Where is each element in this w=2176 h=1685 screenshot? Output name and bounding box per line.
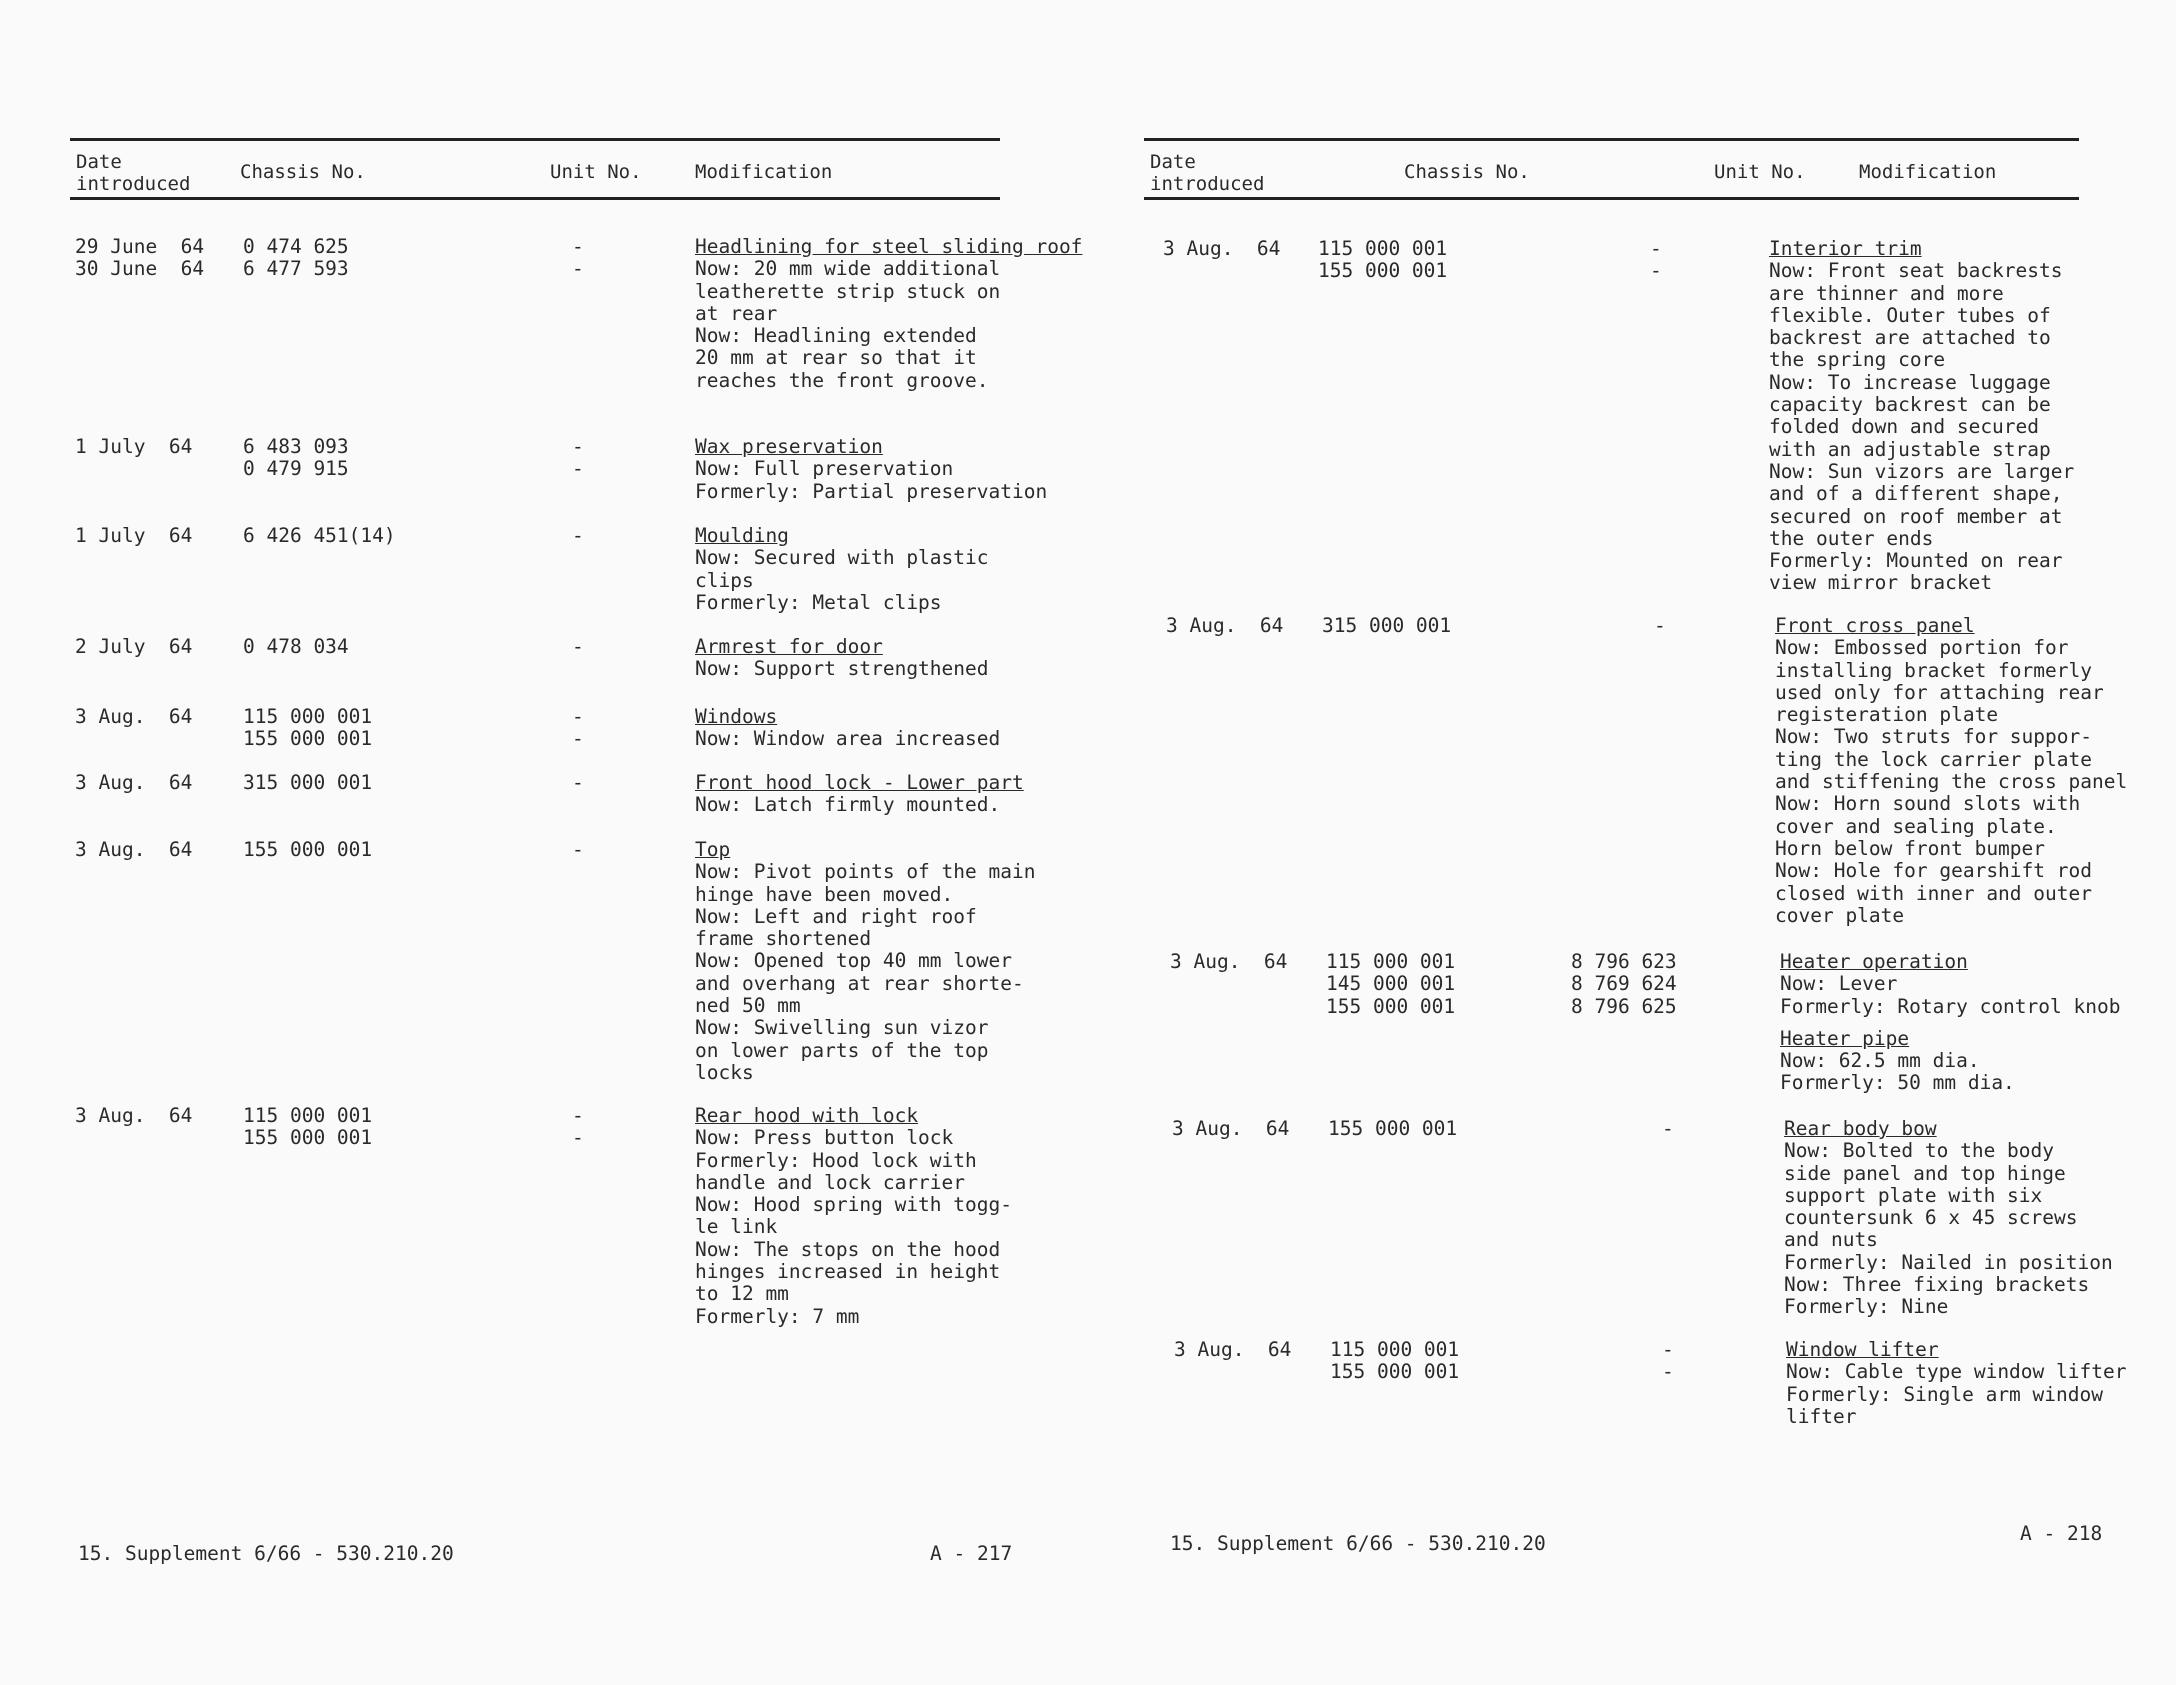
chassis-number: 0 474 625	[243, 235, 349, 258]
unit-number: -	[1662, 1360, 1674, 1384]
chassis-number: 155 000 001	[1328, 1117, 1458, 1140]
chassis-number: 145 000 001	[1326, 972, 1456, 996]
modification-title: Interior trim	[1769, 237, 1922, 260]
modification-line: Now: To increase luggage	[1769, 370, 2051, 394]
modification-title: Front cross panel	[1775, 614, 1975, 637]
modification-line: reaches the front groove.	[695, 368, 989, 392]
modification-description	[695, 436, 1047, 503]
modification-block	[1780, 1028, 2120, 1095]
chassis-numbers	[243, 1105, 372, 1150]
chassis-number: 155 000 001	[243, 838, 373, 861]
modification-line: view mirror bracket	[1769, 571, 1993, 595]
modification-line: Formerly: Single arm window	[1786, 1382, 2103, 1406]
date-line: 30 June 64	[75, 257, 205, 281]
modification-line: Now: Lever	[1780, 972, 1898, 996]
unit-number: -	[572, 1104, 584, 1127]
modification-description	[695, 525, 989, 614]
header-unit: Unit No.	[550, 161, 642, 183]
modification-title: Rear hood with lock	[695, 1104, 919, 1127]
unit-number: -	[572, 838, 584, 861]
modification-line: folded down and secured	[1769, 415, 2040, 439]
modification-line: Horn below front bumper	[1775, 836, 2046, 860]
modification-block	[1780, 951, 2120, 1018]
modification-line: Now: 20 mm wide additional	[695, 257, 1001, 281]
modification-description	[695, 236, 1082, 392]
modification-line: 20 mm at rear so that it	[695, 346, 977, 370]
modification-title: Rear body bow	[1784, 1117, 1937, 1140]
modification-line: hinge have been moved.	[695, 882, 954, 906]
chassis-number: 0 478 034	[243, 635, 349, 658]
modification-line: Formerly: 7 mm	[695, 1304, 860, 1328]
unit-numbers	[1654, 615, 1666, 637]
modification-line: registeration plate	[1775, 703, 1999, 727]
chassis-number: 155 000 001	[1326, 994, 1456, 1018]
unit-numbers	[572, 839, 584, 861]
modification-line: cover and sealing plate.	[1775, 814, 2057, 838]
modification-line: Now: 62.5 mm dia.	[1780, 1049, 1980, 1073]
modification-line: to 12 mm	[695, 1282, 789, 1306]
chassis-number: 115 000 001	[1330, 1338, 1460, 1361]
modification-title: Window lifter	[1786, 1338, 1939, 1361]
date-line: 3 Aug. 64	[1163, 237, 1281, 260]
modification-line: Now: Bolted to the body	[1784, 1139, 2055, 1163]
modification-line: Now: Opened top 40 mm lower	[695, 949, 1012, 973]
modification-line: the outer ends	[1769, 526, 1934, 550]
unit-number: 8 769 624	[1571, 972, 1677, 996]
modification-line: at rear	[695, 301, 778, 325]
modification-description	[1784, 1118, 2113, 1319]
unit-number: -	[1650, 259, 1662, 283]
chassis-numbers	[1330, 1339, 1459, 1384]
date-line: 1 July 64	[75, 524, 193, 547]
table-header	[70, 138, 1000, 200]
modification-line: leatherette strip stuck on	[695, 279, 1001, 303]
modification-line: Formerly: Rotary control knob	[1780, 994, 2121, 1018]
unit-numbers	[572, 436, 584, 481]
chassis-number: 315 000 001	[1322, 614, 1452, 637]
modification-line: Now: Two struts for suppor-	[1775, 725, 2092, 749]
modification-block	[695, 436, 1047, 503]
header-date-line1: Date	[76, 151, 122, 173]
modification-block	[695, 706, 1000, 751]
header-modification: Modification	[1859, 161, 1997, 183]
modification-line: Formerly: Nailed in position	[1784, 1250, 2113, 1274]
chassis-number: 155 000 001	[243, 727, 373, 751]
header-chassis: Chassis No.	[240, 161, 366, 183]
unit-number: -	[572, 257, 584, 281]
modification-line: frame shortened	[695, 927, 872, 951]
date-introduced	[75, 1105, 192, 1127]
date-introduced	[1166, 615, 1283, 637]
modification-block	[1784, 1118, 2113, 1319]
modification-line: on lower parts of the top	[695, 1038, 989, 1062]
unit-number: -	[572, 771, 584, 794]
modification-block	[695, 636, 989, 681]
modification-line: le link	[695, 1215, 778, 1239]
modification-block	[1775, 615, 2127, 927]
modification-title: Top	[695, 838, 731, 861]
unit-number: -	[572, 635, 584, 658]
modification-line: installing bracket formerly	[1775, 658, 2092, 682]
date-introduced	[75, 636, 192, 658]
modification-line: used only for attaching rear	[1775, 680, 2104, 704]
chassis-number: 6 426 451(14)	[243, 524, 396, 547]
modification-line: are thinner and more	[1769, 281, 2004, 305]
unit-number: -	[572, 235, 584, 258]
chassis-numbers	[243, 636, 349, 658]
modification-line: Formerly: Mounted on rear	[1769, 549, 2063, 573]
modification-line: Formerly: Metal clips	[695, 590, 942, 614]
chassis-numbers	[243, 525, 396, 547]
header-unit: Unit No.	[1714, 161, 1806, 183]
modification-line: Now: Sun vizors are larger	[1769, 459, 2075, 483]
modification-line: handle and lock carrier	[695, 1170, 966, 1194]
unit-number: -	[1662, 1338, 1674, 1361]
date-line: 3 Aug. 64	[75, 705, 193, 728]
modification-line: Formerly: 50 mm dia.	[1780, 1071, 2015, 1095]
modification-line: Now: Latch firmly mounted.	[695, 793, 1001, 817]
modification-block	[695, 772, 1024, 817]
modification-description	[695, 839, 1035, 1084]
unit-numbers	[572, 1105, 584, 1150]
modification-title: Heater pipe	[1780, 1026, 1910, 1050]
modification-line: Now: Swivelling sun vizor	[695, 1016, 989, 1040]
chassis-number: 6 483 093	[243, 435, 349, 458]
modification-description	[1786, 1339, 2126, 1428]
modification-line: and of a different shape,	[1769, 482, 2063, 506]
modification-title: Heater operation	[1780, 950, 1968, 973]
unit-numbers	[572, 706, 584, 751]
unit-numbers	[572, 236, 584, 281]
modification-line: Now: Front seat backrests	[1769, 259, 2063, 283]
modification-line: Now: Window area increased	[695, 727, 1001, 751]
modification-line: and overhang at rear shorte-	[695, 971, 1024, 995]
page-number: A - 218	[2020, 1522, 2103, 1545]
chassis-numbers	[243, 839, 372, 861]
unit-number: 8 796 625	[1571, 994, 1677, 1018]
date-line: 2 July 64	[75, 635, 193, 658]
modification-line: ting the lock carrier plate	[1775, 747, 2092, 771]
unit-number: -	[572, 524, 584, 547]
date-line: 3 Aug. 64	[1174, 1338, 1292, 1361]
chassis-number: 115 000 001	[243, 1104, 373, 1127]
unit-number: 8 796 623	[1571, 950, 1677, 973]
chassis-numbers	[243, 436, 349, 481]
unit-number: -	[572, 457, 584, 481]
modification-line: and nuts	[1784, 1228, 1878, 1252]
modification-line: Now: Hole for gearshift rod	[1775, 859, 2092, 883]
unit-number: -	[572, 705, 584, 728]
date-line: 3 Aug. 64	[1166, 614, 1284, 637]
footer-supplement: 15. Supplement 6/66 - 530.210.20	[78, 1542, 454, 1565]
page-right	[1088, 0, 2176, 1685]
modification-line: Now: The stops on the hood	[695, 1237, 1001, 1261]
chassis-numbers	[1322, 615, 1451, 637]
modification-line: lifter	[1786, 1404, 1857, 1428]
modification-block	[1769, 238, 2074, 595]
chassis-number: 155 000 001	[1330, 1360, 1460, 1384]
chassis-numbers	[243, 772, 372, 794]
modification-line: secured on roof member at	[1769, 504, 2063, 528]
modification-line: with an adjustable strap	[1769, 437, 2051, 461]
chassis-numbers	[243, 236, 349, 281]
modification-block	[1786, 1339, 2126, 1428]
modification-title: Wax preservation	[695, 435, 883, 458]
header-date-line1: Date	[1150, 151, 1196, 173]
date-line: 3 Aug. 64	[75, 838, 193, 861]
unit-numbers	[1662, 1118, 1674, 1140]
modification-description	[1780, 951, 2120, 1095]
date-introduced	[1172, 1118, 1289, 1140]
unit-numbers	[572, 772, 584, 794]
chassis-number: 0 479 915	[243, 457, 349, 481]
chassis-number: 155 000 001	[243, 1126, 373, 1150]
modification-description	[1775, 615, 2127, 927]
modification-block	[695, 839, 1035, 1084]
modification-line: Now: Hood spring with togg-	[695, 1193, 1012, 1217]
modification-line: Now: Embossed portion for	[1775, 636, 2069, 660]
modification-line: Now: Left and right roof	[695, 904, 977, 928]
modification-line: support plate with six	[1784, 1183, 2043, 1207]
modification-line: countersunk 6 x 45 screws	[1784, 1206, 2078, 1230]
modification-block	[695, 1105, 1012, 1328]
modification-line: side panel and top hinge	[1784, 1161, 2066, 1185]
modification-line: closed with inner and outer	[1775, 881, 2092, 905]
chassis-number: 155 000 001	[1318, 259, 1448, 283]
modification-line: the spring core	[1769, 348, 1946, 372]
modification-line: Formerly: Partial preservation	[695, 479, 1048, 503]
date-introduced	[75, 839, 192, 861]
date-introduced	[75, 706, 192, 728]
chassis-number: 115 000 001	[1318, 237, 1448, 260]
unit-number: -	[1654, 614, 1666, 637]
modification-title: Armrest for door	[695, 635, 883, 658]
modification-line: backrest are attached to	[1769, 326, 2051, 350]
date-introduced	[1163, 238, 1280, 260]
page-number: A - 217	[930, 1542, 1013, 1565]
header-modification: Modification	[695, 161, 833, 183]
modification-line: Formerly: Nine	[1784, 1295, 1949, 1319]
header-date-line2: introduced	[76, 173, 191, 195]
chassis-numbers	[243, 706, 372, 751]
unit-numbers	[1571, 951, 1677, 1018]
modification-line: Now: Support strengthened	[695, 657, 989, 681]
date-line: 3 Aug. 64	[1170, 950, 1288, 973]
modification-line: ned 50 mm	[695, 994, 801, 1018]
date-line: 3 Aug. 64	[75, 1104, 193, 1127]
modification-description	[695, 772, 1024, 817]
modification-line: clips	[695, 568, 754, 592]
unit-number: -	[572, 1126, 584, 1150]
date-introduced	[75, 436, 192, 458]
modification-title: Moulding	[695, 524, 789, 547]
table-header	[1144, 138, 2079, 200]
modification-line: Now: Headlining extended	[695, 324, 977, 348]
chassis-number: 315 000 001	[243, 771, 373, 794]
date-introduced	[1170, 951, 1287, 973]
date-introduced	[1174, 1339, 1291, 1361]
modification-line: Formerly: Hood lock with	[695, 1148, 977, 1172]
modification-line: Now: Cable type window lifter	[1786, 1360, 2127, 1384]
unit-number: -	[572, 435, 584, 458]
unit-number: -	[1650, 237, 1662, 260]
footer-supplement: 15. Supplement 6/66 - 530.210.20	[1170, 1532, 1546, 1555]
chassis-numbers	[1318, 238, 1447, 283]
unit-numbers	[1662, 1339, 1674, 1384]
modification-line: and stiffening the cross panel	[1775, 770, 2128, 794]
date-line: 3 Aug. 64	[75, 771, 193, 794]
date-line: 3 Aug. 64	[1172, 1117, 1290, 1140]
modification-line: Now: Horn sound slots with	[1775, 792, 2081, 816]
modification-line: locks	[695, 1060, 754, 1084]
header-date	[76, 151, 190, 195]
modification-description	[695, 706, 1000, 751]
modification-line: Now: Press button lock	[695, 1126, 954, 1150]
modification-description	[1769, 238, 2074, 595]
modification-title: Front hood lock - Lower part	[695, 771, 1024, 794]
unit-numbers	[1650, 238, 1662, 283]
date-line: 29 June 64	[75, 235, 205, 258]
chassis-number: 115 000 001	[1326, 950, 1456, 973]
modification-description	[695, 1105, 1012, 1328]
modification-title: Windows	[695, 705, 778, 728]
unit-number: -	[1662, 1117, 1674, 1140]
chassis-numbers	[1328, 1118, 1457, 1140]
modification-line: capacity backrest can be	[1769, 393, 2051, 417]
date-introduced	[75, 236, 204, 281]
date-line: 1 July 64	[75, 435, 193, 458]
date-introduced	[75, 772, 192, 794]
modification-line: Now: Pivot points of the main	[695, 860, 1036, 884]
unit-numbers	[572, 636, 584, 658]
modification-line: hinges increased in height	[695, 1260, 1001, 1284]
header-date-line2: introduced	[1150, 173, 1265, 195]
unit-number: -	[572, 727, 584, 751]
chassis-numbers	[1326, 951, 1455, 1018]
header-date	[1150, 151, 1264, 195]
chassis-number: 115 000 001	[243, 705, 373, 728]
modification-line: Now: Secured with plastic	[695, 546, 989, 570]
modification-block	[695, 525, 989, 614]
modification-line: cover plate	[1775, 903, 1905, 927]
modification-block	[695, 236, 1082, 392]
chassis-number: 6 477 593	[243, 257, 349, 281]
date-introduced	[75, 525, 192, 547]
header-chassis: Chassis No.	[1404, 161, 1530, 183]
modification-line: Now: Three fixing brackets	[1784, 1273, 2090, 1297]
modification-description	[695, 636, 989, 681]
modification-line: Now: Full preservation	[695, 457, 954, 481]
unit-numbers	[572, 525, 584, 547]
modification-title: Headlining for steel sliding roof	[695, 235, 1083, 258]
modification-line: flexible. Outer tubes of	[1769, 303, 2051, 327]
